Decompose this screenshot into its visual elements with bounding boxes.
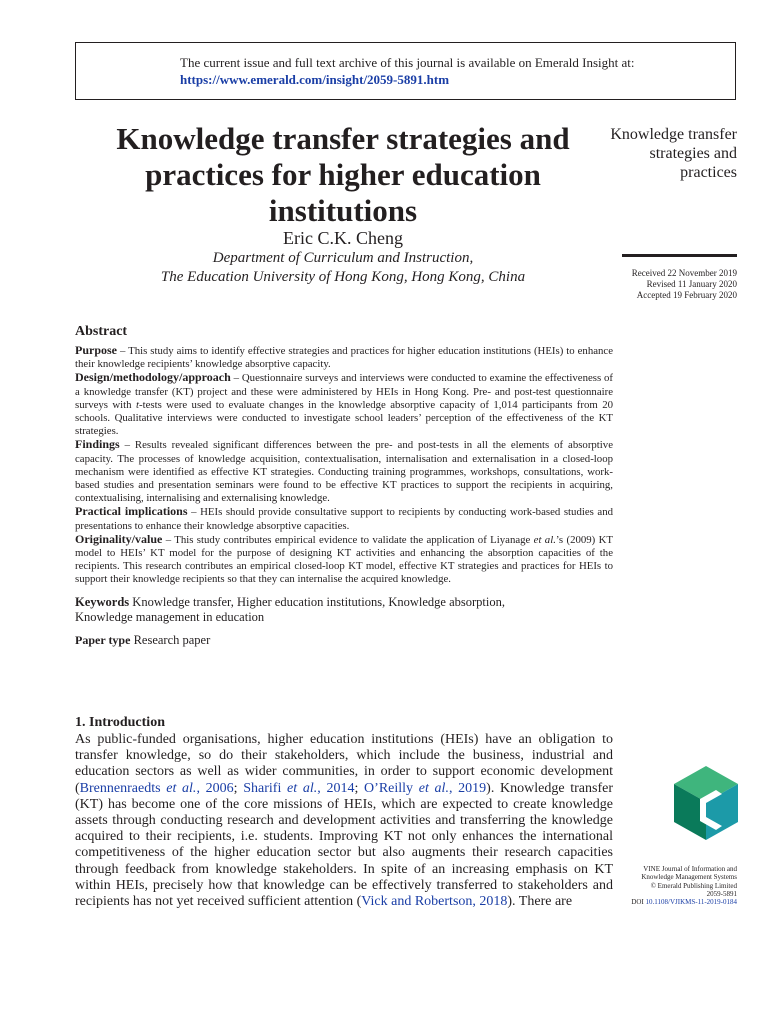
originality-text-1: – This study contributes empirical evidence to validate the application of Liyanage [162, 533, 534, 546]
author-name: Eric C.K. Cheng [283, 228, 403, 248]
intro-text-2: ). Knowledge transfer (KT) has become one of the core missions of HEIs, which are expected to create knowledge assets through conducting research and development activities and transferring the knowledge acquired to their recipients, i.e. students. Improving KT not only enhances the international competitiveness of the higher education sector but also augments their research capacities through feedback from knowledge stakeholders. In spite of an increasing emphasis on KT within HEIs, precisely how that knowledge can be effectively transferred to stakeholders and recipients has not yet received sufficient attention ( [75, 780, 614, 910]
cite-separator: ; [233, 780, 244, 796]
journal-issn: 2059-5891 [706, 889, 737, 898]
keywords-label: Keywords [75, 594, 130, 609]
abstract-findings [75, 438, 613, 505]
findings-label: Findings [75, 437, 120, 452]
abstract-purpose [75, 344, 613, 371]
author-affiliation [70, 249, 616, 287]
keywords-text-1: Knowledge transfer, Higher education institutions, Knowledge absorption, [129, 594, 505, 609]
received-date: Received 22 November 2019 [631, 268, 737, 278]
originality-label: Originality/value [75, 531, 163, 546]
abstract-practical [75, 505, 613, 532]
paper-type-text: Research paper [130, 632, 211, 647]
paper-type-label: Paper type [75, 632, 131, 647]
journal-name-line-2: Knowledge Management Systems [641, 873, 737, 882]
intro-text-3: ). There are [507, 894, 573, 910]
purpose-label: Purpose [75, 343, 117, 357]
cite-year: , 2006 [196, 780, 234, 796]
purpose-text: – This study aims to identify effective strategies and practices for higher education institutions (HEIs) to enhance their knowledge recipients’ knowledge absorptive capacity. [75, 345, 613, 371]
journal-doi [600, 898, 737, 906]
design-text-2: -tests were used to evaluate changes in the knowledge absorptive capacity of 1,014 participants from 20 schools. Qualitative interviews were conducted to investigate school leaders’ perception of the effectiveness of the KT strategies. [75, 398, 613, 438]
article-dates [600, 268, 737, 301]
doi-link[interactable]: 10.1108/VJIKMS-11-2019-0184 [645, 898, 737, 907]
cite-author: Brennenraedts [79, 780, 167, 796]
journal-name-line-1: VINE Journal of Information and [643, 865, 737, 873]
cite-etal: et al. [166, 780, 197, 796]
paper-type [75, 633, 613, 648]
practical-label: Practical implications [75, 504, 188, 519]
citation-vick-robertson[interactable]: Vick and Robertson, 2018 [361, 894, 508, 910]
t-test-symbol: t [135, 398, 139, 411]
keywords-text-2: Knowledge management in education [75, 609, 265, 624]
intro-text-1: As public-funded organisations, higher education institutions (HEIs) have an obligation to transfer knowledge, so do their stakeholders, which include the business, industrial and education sectors as well as wider communities, in order to support economic development ( [75, 732, 613, 796]
introduction-paragraph [75, 732, 613, 910]
design-label: Design/methodology/approach [75, 370, 231, 385]
running-title: Knowledge transfer strategies and practices [610, 126, 737, 181]
journal-url-link[interactable]: https://www.emerald.com/insight/2059-5891.htm [180, 72, 450, 87]
findings-text: – Results revealed significant differences between the pre- and post-tests in all the elements of absorptive capacity. The processes of knowledge acquisition, contextualisation, internalisation and externalisation in a closed-loop mechanism were identified as effective KT strategies. Conducting training programmes, workshops, consultations, work-based studies and presentation seminars were found to be effective KT practices to support the recipients in acquiring, contextualising, internalising and externalising knowledge. [75, 439, 613, 505]
cite-separator: ; [354, 780, 365, 796]
practical-text: – HEIs should provide consultative support to recipients by conducting work-based studies and presentations to enhance their knowledge absorptive capacities. [75, 506, 613, 532]
accepted-date: Accepted 19 February 2020 [636, 290, 737, 300]
cite-etal: et al. [287, 780, 318, 796]
revised-date: Revised 11 January 2020 [646, 279, 737, 289]
originality-etal: et al. [533, 533, 556, 546]
emerald-publishing-logo [674, 766, 738, 840]
design-text-1: – Questionnaire surveys and interviews were conducted to examine the effectiveness of a knowledge transfer (KT) project and these were administered by HEIs in Hong Kong. Pre- and post-test questionnaire surveys with [75, 372, 613, 411]
cite-etal: et al. [418, 780, 449, 796]
cite-year: , 2019 [448, 780, 487, 796]
affiliation-line-1: Department of Curriculum and Instruction, [212, 250, 474, 266]
keywords [75, 595, 613, 625]
archive-notice-text: The current issue and full text archive of this journal is available on Emerald Insight at: [180, 55, 635, 70]
journal-copyright: © Emerald Publishing Limited [650, 881, 737, 890]
affiliation-line-2: The Education University of Hong Kong, Hong Kong, China [160, 269, 526, 285]
citation-oreilly[interactable] [364, 781, 486, 796]
doi-label: DOI [631, 898, 646, 907]
abstract-design [75, 371, 613, 438]
originality-text-2: ’s (2009) KT model to HEIs’ KT model for the purpose of designing KT activities and enhancing the absorption capacities of the recipients. This research contributes an empirical closed-loop KT model, effective KT strategies and practices for HEIs to support their knowledge recipients so that they can internalise the acquired knowledge. [75, 533, 613, 586]
introduction-heading: 1. Introduction [75, 715, 165, 730]
abstract-originality [75, 533, 613, 587]
journal-info [600, 865, 737, 906]
cite-year: , 2014 [317, 780, 355, 796]
paper-title: Knowledge transfer strategies and practices for higher education institutions [116, 121, 570, 228]
cite-author: Sharifi [243, 780, 288, 796]
introduction-section [75, 714, 613, 910]
archive-notice-box [75, 42, 736, 100]
abstract-heading: Abstract [75, 324, 128, 339]
cite-author: O’Reilly [364, 780, 419, 796]
citation-sharifi[interactable] [243, 781, 354, 796]
citation-brennenraedts[interactable] [80, 781, 234, 796]
side-divider [622, 254, 737, 257]
abstract-section [75, 323, 613, 648]
